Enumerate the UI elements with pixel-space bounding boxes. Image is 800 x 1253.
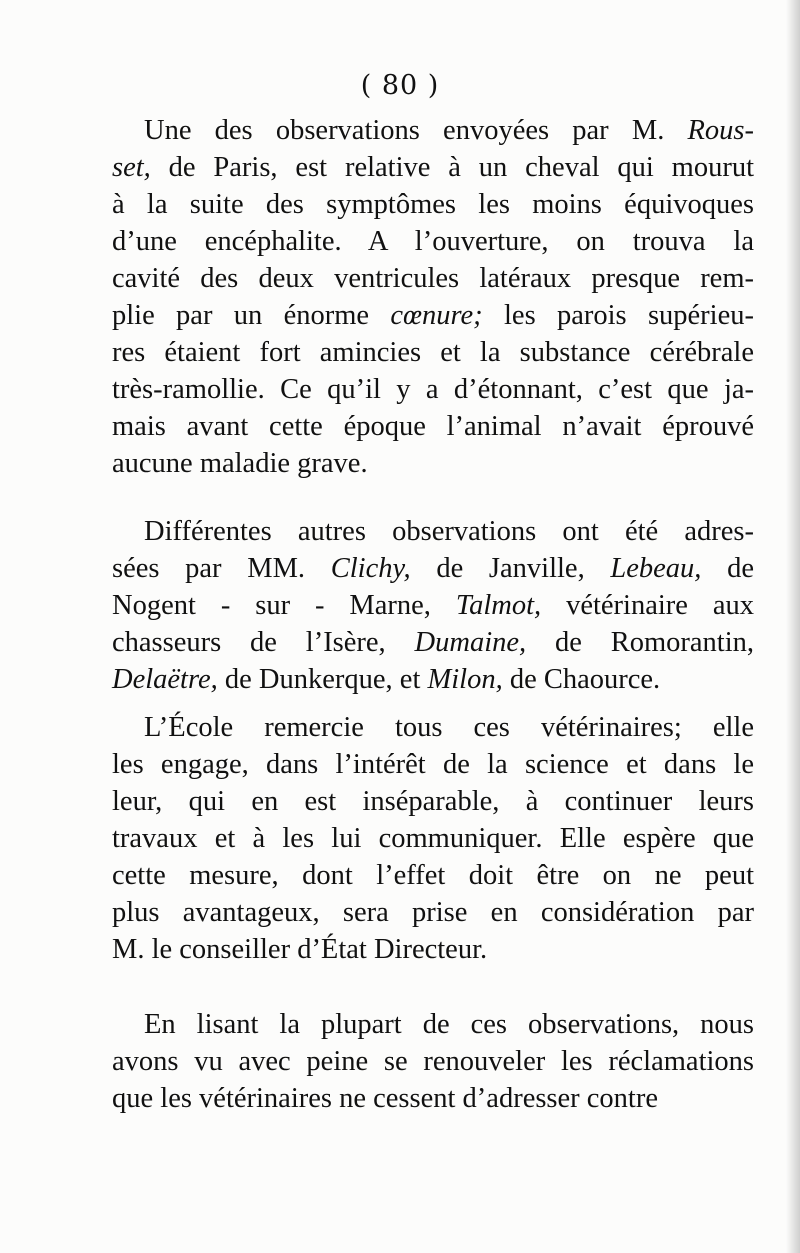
text-line: res étaient fort amincies et la substance cérébrale: [112, 337, 754, 368]
text-line: set, de Paris, est relative à un cheval qui mourut: [112, 152, 754, 183]
italic-name: Milon,: [427, 664, 503, 695]
paragraph-rousset: [112, 112, 754, 482]
italic-name: Talmot,: [455, 590, 542, 621]
paragraph-reclamations: [112, 1006, 754, 1117]
text-line: leur, qui en est inséparable, à continuer leurs: [112, 786, 754, 817]
text-line: d’une encéphalite. A l’ouverture, on trouva la: [112, 226, 754, 257]
italic-name: set,: [112, 152, 151, 183]
paragraph-ecole-thanks: [112, 709, 754, 968]
text-line: Delaëtre, de Dunkerque, et Milon, de Chaource.: [112, 664, 661, 695]
text-line: avons vu avec peine se renouveler les réclamations: [112, 1046, 754, 1077]
italic-name: Dumaine,: [414, 627, 527, 658]
text-line: cette mesure, dont l’effet doit être on ne peut: [112, 860, 754, 891]
text-line: cavité des deux ventricules latéraux presque rem-: [112, 263, 754, 294]
text-line: plus avantageux, sera prise en considération par: [112, 897, 754, 928]
text-line: à la suite des symptômes les moins équivoques: [112, 189, 754, 220]
paragraph-other-observations: [112, 513, 754, 698]
text-line: chasseurs de l’Isère, Dumaine, de Romorantin,: [112, 627, 754, 658]
text-line: En lisant la plupart de ces observations, nous: [144, 1009, 754, 1040]
text-line: les engage, dans l’intérêt de la science et dans le: [112, 749, 754, 780]
page-edge-shadow: [786, 0, 800, 1253]
text-line: L’École remercie tous ces vétérinaires; elle: [144, 712, 754, 743]
italic-name: cœnure;: [390, 300, 483, 331]
italic-name: Clichy,: [330, 553, 411, 584]
text-line: Nogent - sur - Marne, Talmot, vétérinaire aux: [112, 590, 754, 621]
text-line: mais avant cette époque l’animal n’avait éprouvé: [112, 411, 754, 442]
text-line: très-ramollie. Ce qu’il y a d’étonnant, c’est que ja-: [112, 374, 754, 405]
text-line: que les vétérinaires ne cessent d’adresser contre: [112, 1083, 658, 1114]
italic-name: Rous-: [687, 115, 754, 146]
text-line: Différentes autres observations ont été adres-: [144, 516, 754, 547]
italic-name: Lebeau,: [610, 553, 702, 584]
text-line: aucune maladie grave.: [112, 448, 368, 479]
text-line: M. le conseiller d’État Directeur.: [112, 934, 488, 965]
text-line: sées par MM. Clichy, de Janville, Lebeau, de: [112, 553, 755, 584]
italic-name: Delaëtre,: [112, 664, 218, 695]
text-line: Une des observations envoyées par M. Rous-: [144, 115, 754, 146]
page-number: ( 80 ): [360, 70, 440, 101]
text-line: travaux et à les lui communiquer. Elle espère que: [112, 823, 754, 854]
text-line: plie par un énorme cœnure; les parois supérieu-: [112, 300, 754, 331]
